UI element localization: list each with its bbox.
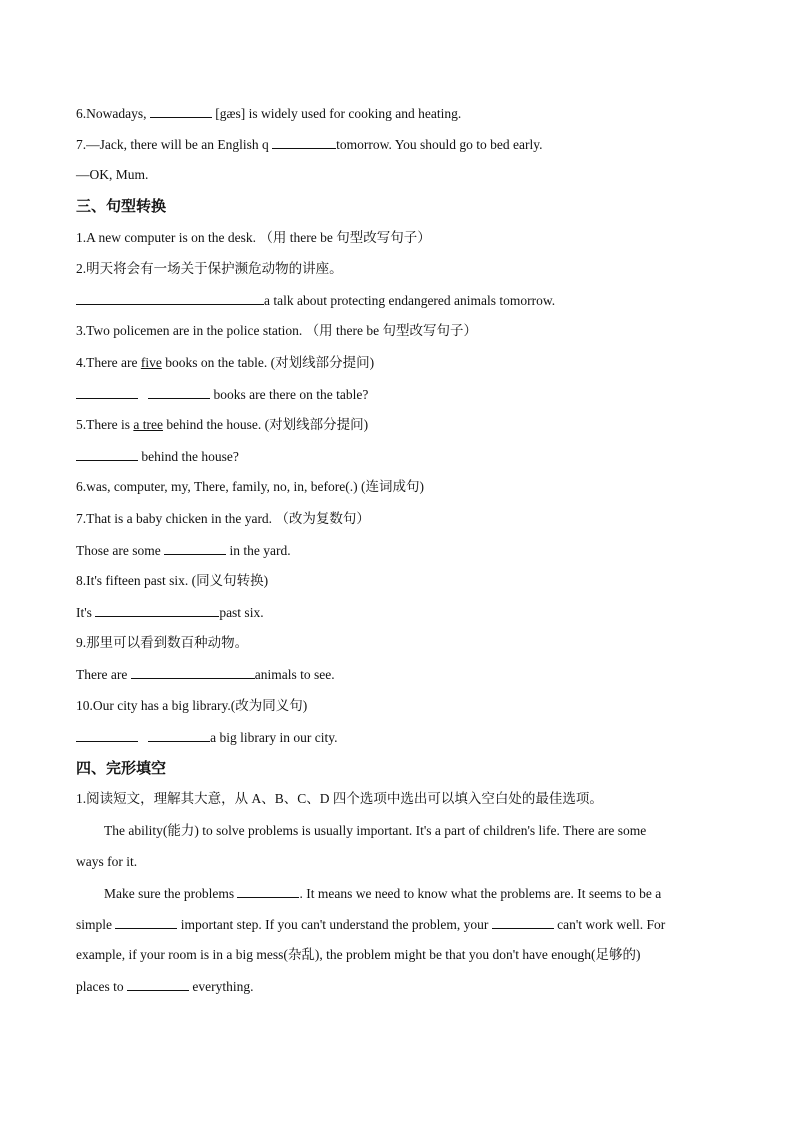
- question-text: books are there on the table?: [210, 387, 369, 402]
- answer-blank[interactable]: [76, 291, 264, 305]
- passage-line: [76, 915, 665, 934]
- passage-text: everything.: [188, 979, 254, 994]
- question-text: past six.: [219, 605, 264, 620]
- answer-blank[interactable]: [148, 385, 210, 399]
- answer-blank[interactable]: [127, 977, 189, 991]
- question-text: in the yard.: [226, 543, 291, 558]
- question-text: tomorrow. You should go to bed early.: [336, 137, 543, 152]
- s3-question-9-answer: [76, 665, 335, 684]
- s3-question-2-answer: [76, 291, 555, 310]
- s3-question-7-answer: [76, 541, 291, 560]
- s3-question-2: 2.明天将会有一场关于保护濒危动物的讲座。: [76, 261, 343, 276]
- question-7-jack: [76, 135, 542, 154]
- s3-question-5-answer: [76, 447, 239, 466]
- passage-text: important step. If you can't understand the problem, your: [177, 917, 492, 932]
- passage-text: . It means we need to know what the problems are. It seems to be a: [299, 886, 662, 901]
- question-text: Those are some: [76, 543, 165, 558]
- section-4-heading: 四、完形填空: [76, 759, 167, 777]
- answer-blank[interactable]: [131, 665, 255, 679]
- passage-text: Make sure the problems: [104, 886, 238, 901]
- s3-question-9: 9.那里可以看到数百种动物。: [76, 635, 249, 650]
- passage-text: simple: [76, 917, 116, 932]
- section-3-heading: 三、句型转换: [76, 197, 167, 215]
- s3-question-7: 7.That is a baby chicken in the yard. （改为复数句）: [76, 511, 370, 526]
- s3-question-10: 10.Our city has a big library.(改为同义句): [76, 698, 308, 713]
- passage-line: example, if your room is in a big mess(杂乱), the problem might be that you don't have enough(足够的): [76, 947, 641, 962]
- passage-line: [104, 884, 661, 903]
- underlined-word: five: [140, 355, 162, 370]
- answer-blank[interactable]: [76, 447, 138, 461]
- s3-question-8-answer: [76, 603, 264, 622]
- s3-question-4: [76, 354, 374, 372]
- question-text: books on the table. (对划线部分提问): [161, 355, 375, 370]
- passage-line: The ability(能力) to solve problems is usually important. It's a part of children's life. There are some: [104, 823, 647, 838]
- underlined-word: a tree: [133, 417, 163, 432]
- answer-blank[interactable]: [150, 104, 212, 118]
- answer-blank[interactable]: [95, 603, 219, 617]
- question-text: a talk about protecting endangered animals tomorrow.: [264, 293, 556, 308]
- question-text: a big library in our city.: [210, 730, 338, 745]
- s3-question-3: 3.Two policemen are in the police station. （用 there be 句型改写句子）: [76, 323, 477, 338]
- s3-question-4-answer: [76, 385, 368, 404]
- answer-blank[interactable]: [237, 884, 299, 898]
- question-text: animals to see.: [254, 667, 335, 682]
- passage-line: [76, 977, 253, 996]
- question-text: behind the house?: [138, 449, 239, 464]
- answer-blank[interactable]: [164, 541, 226, 555]
- question-text: There are: [76, 667, 131, 682]
- s3-question-10-answer: [76, 728, 337, 747]
- question-text: 7.—Jack, there will be an English q: [76, 137, 273, 152]
- s4-question-1: 1.阅读短文，理解其大意，从 A、B、C、D 四个选项中选出可以填入空白处的最佳选项。: [76, 791, 603, 806]
- passage-text: places to: [76, 979, 127, 994]
- s3-question-5: [76, 416, 368, 434]
- s3-question-6: 6.was, computer, my, There, family, no, in, before(.) (连词成句): [76, 479, 424, 494]
- answer-blank[interactable]: [76, 728, 138, 742]
- question-6-nowadays: [76, 104, 461, 123]
- question-text: behind the house. (对划线部分提问): [162, 417, 369, 432]
- question-text: [gæs] is widely used for cooking and heating.: [211, 106, 462, 121]
- question-text: It's: [76, 605, 96, 620]
- question-text: 5.There is: [76, 417, 134, 432]
- s3-question-8: 8.It's fifteen past six. (同义句转换): [76, 573, 269, 588]
- answer-blank[interactable]: [272, 135, 336, 149]
- answer-blank[interactable]: [115, 915, 177, 929]
- question-text: 6.Nowadays,: [76, 106, 150, 121]
- question-text: 4.There are: [76, 355, 141, 370]
- passage-line: ways for it.: [76, 854, 138, 869]
- question-7-reply: —OK, Mum.: [76, 167, 149, 182]
- answer-blank[interactable]: [492, 915, 554, 929]
- s3-question-1: 1.A new computer is on the desk. （用 there be 句型改写句子）: [76, 230, 431, 245]
- answer-blank[interactable]: [76, 385, 138, 399]
- answer-blank[interactable]: [148, 728, 210, 742]
- passage-text: can't work well. For: [553, 917, 666, 932]
